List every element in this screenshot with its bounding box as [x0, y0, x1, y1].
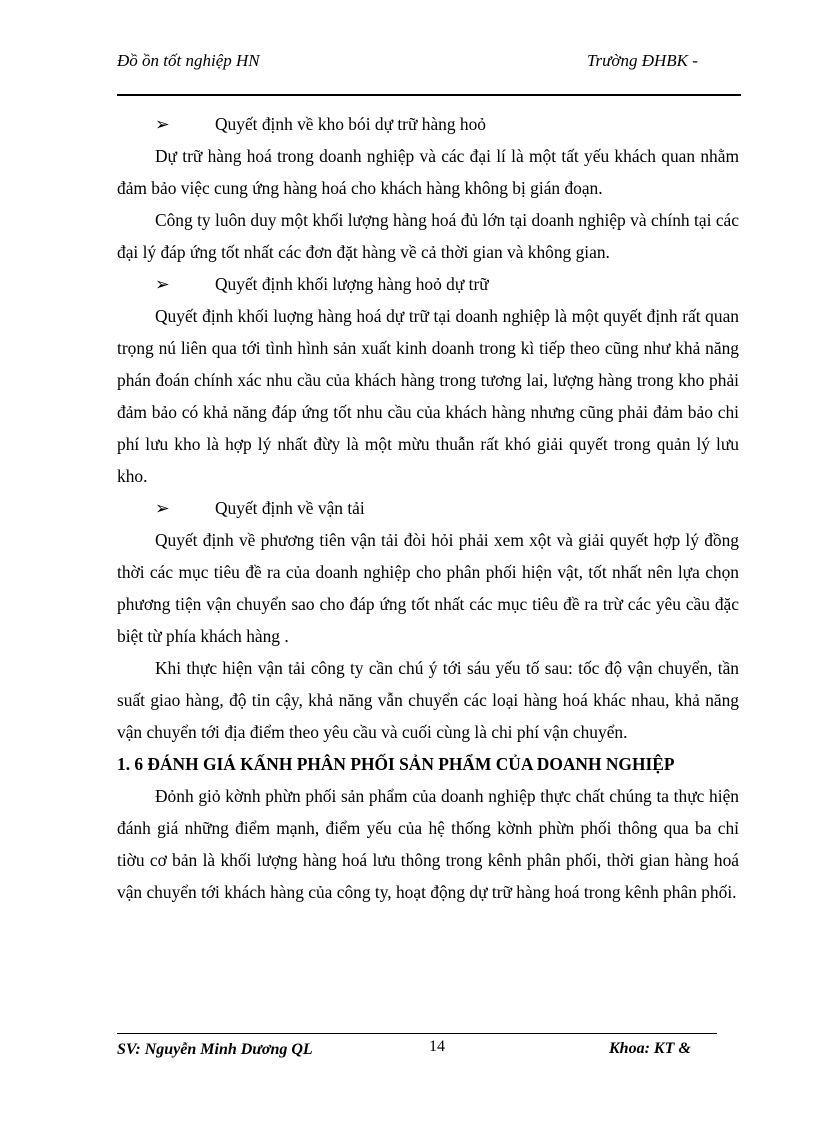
bullet-paragraph: [117, 268, 739, 300]
arrow-bullet-icon: ➢: [155, 114, 170, 134]
footer-student-name: SV: Nguyễn Minh Dương QL: [117, 1041, 313, 1058]
bullet-paragraph: [117, 108, 739, 140]
header-left-title: Đồ ồn tốt nghiệp HN: [117, 51, 260, 70]
bullet-text: Quyết định khối lượng hàng hoỏ dự trữ: [215, 274, 489, 294]
paragraph: Quyết định về phương tiên vận tải đòi hỏi phải xem xột và giải quyết hợp lý đồng thời các mục tiêu đề ra của doanh nghiệp cho phân phối hiện vật, tốt nhất nên lựa chọn phương tiện vận chuyển sao cho đáp ứng tốt nhất các mục tiêu đề ra trừ các yêu cầu đặc biệt từ phía khách hàng .: [117, 530, 739, 646]
paragraph: Công ty luôn duy một khối lượng hàng hoá đủ lớn tại doanh nghiệp và chính tại các đại lý đáp ứng tốt nhất các đơn đặt hàng về cả thời gian và không gian.: [117, 210, 739, 262]
section-heading: 1. 6 ĐÁNH GIÁ KẤNH PHÂN PHỐI SẢN PHẨM CỦA DOANH NGHIỆP: [117, 754, 675, 774]
bullet-text: Quyết định về vận tải: [215, 498, 365, 518]
footer-faculty: Khoa: KT &: [609, 1040, 691, 1057]
document-body: [117, 108, 739, 908]
paragraph: Đỏnh giỏ kờnh phừn phối sản phẩm của doanh nghiệp thực chất chúng ta thực hiện đánh giá những điểm mạnh, điểm yếu của hệ thống kờnh phừn phối thông qua ba chỉ tiờu cơ bản là khối lượng hàng hoá lưu thông trong kênh phân phối, thời gian hàng hoá vận chuyển tới khách hàng của công ty, hoạt động dự trữ hàng hoá trong kênh phân phối.: [117, 786, 739, 902]
page-header: [117, 48, 741, 96]
arrow-bullet-icon: ➢: [155, 498, 170, 518]
page-number: 14: [429, 1038, 445, 1055]
paragraph: Dự trữ hàng hoá trong doanh nghiệp và các đại lí là một tất yếu khách quan nhằm đảm bảo việc cung ứng hàng hoá cho khách hàng không bị gián đoạn.: [117, 146, 739, 198]
page-footer: [117, 1036, 741, 1080]
footer-divider: [117, 1033, 717, 1034]
arrow-bullet-icon: ➢: [155, 274, 170, 294]
header-right-title: Trường ĐHBK -: [587, 51, 698, 70]
paragraph: Khi thực hiện vận tải công ty cần chú ý tới sáu yếu tố sau: tốc độ vận chuyển, tần suất giao hàng, độ tin cậy, khả năng vẫn chuyển các loại hàng hoá khác nhau, khả năng vận chuyển tới địa điểm theo yêu cầu và cuối cùng là chi phí vận chuyển.: [117, 658, 739, 742]
bullet-text: Quyết định về kho bói dự trữ hàng hoỏ: [215, 114, 486, 134]
paragraph: Quyết định khối luợng hàng hoá dự trữ tại doanh nghiệp là một quyết định rất quan trọng nú liên qua tới tình hình sản xuất kinh doanh trong kì tiếp theo cũng như khả năng phán đoán chính xác nhu cầu của khách hàng trong tương lai, lượng hàng trong kho phải đảm bảo có khả năng đáp ứng tốt nhu cầu của khách hàng nhưng cũng phải đảm bảo chi phí lưu kho là hợp lý nhất đừy là một mừu thuẫn rất khó giải quyết trong quản lý lưu kho.: [117, 306, 739, 486]
bullet-paragraph: [117, 492, 739, 524]
